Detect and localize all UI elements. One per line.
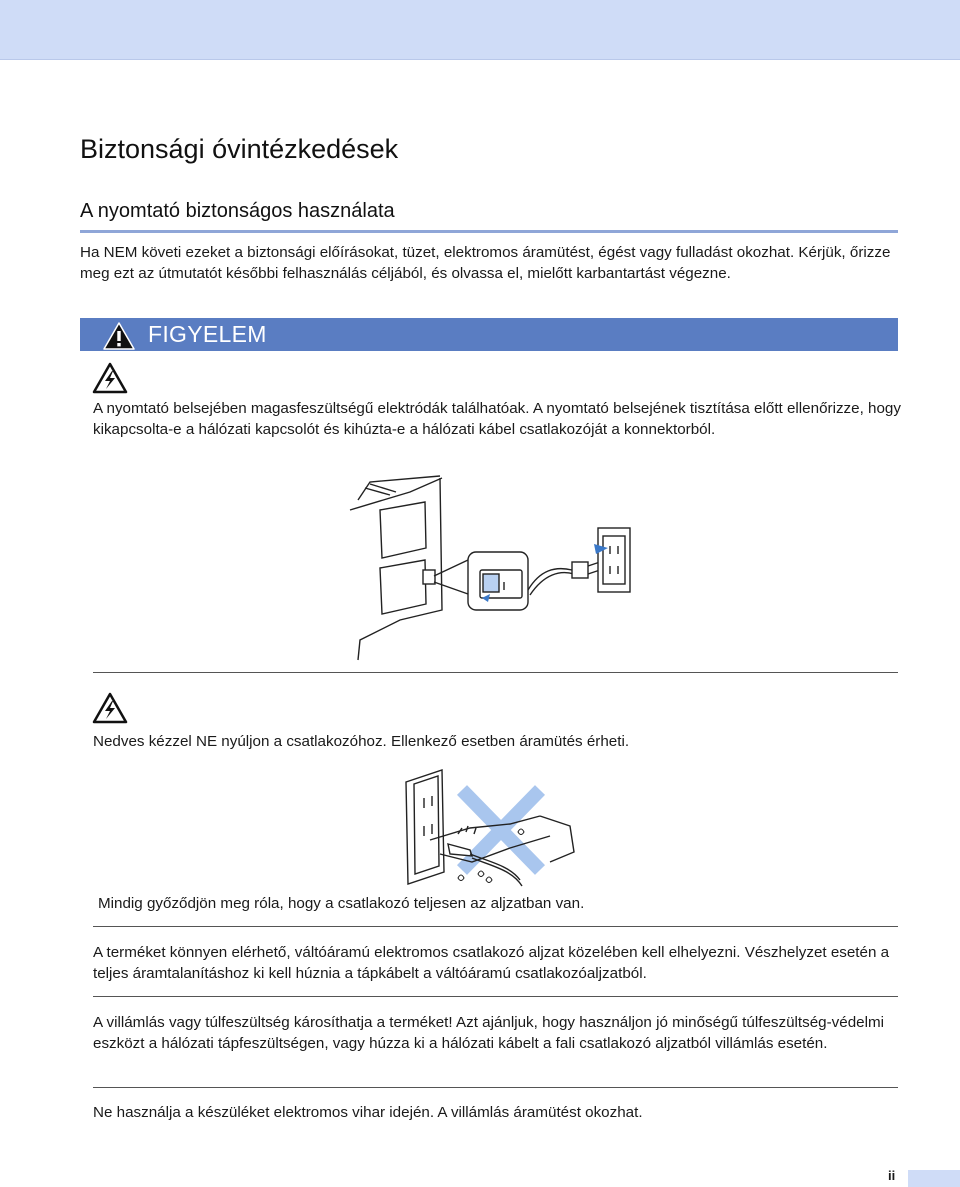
warning-text-6: Ne használja a készüléket elektromos vihar idején. A villámlás áramütést okozhat.: [93, 1104, 643, 1121]
section-rule: [80, 230, 898, 233]
electrical-hazard-icon: [92, 692, 128, 724]
warning-text-2: Nedves kézzel NE nyúljon a csatlakozóhoz. Ellenkező esetben áramütés érheti.: [93, 733, 630, 750]
warning-triangle-icon: [102, 321, 136, 351]
intro-text: Ha NEM követi ezeket a biztonsági előírásokat, tüzet, elektromos áramütést, égést vagy fulladást okozhat. Kérjük, őrizze meg ezt az útmutatót későbbi felhasználás céljából, és olvassa el, mielőtt karbantartást végezne.: [80, 244, 891, 282]
warning-text-4: A terméket könnyen elérhető, váltóáramú elektromos csatlakozó aljzat közelében kell elhelyezni. Vészhelyzet esetén a teljes áramtalanításhoz ki kell húznia a tápkábelt a váltóáramú csatlakozóaljzatból.: [93, 944, 890, 982]
top-band: [0, 0, 960, 60]
warning-text-5: A villámlás vagy túlfeszültség károsíthatja a terméket! Azt ajánljuk, hogy használjon jó minőségű túlfeszültség-védelmi eszközt a hálózati tápfeszültségen, vagy húzza ki a hálózati kábelt a fali csatlakozó aljzatból villámlás esetén.: [93, 1014, 884, 1052]
printer-power-switch-illustration: [340, 470, 640, 665]
wet-hand-outlet-illustration: [400, 762, 580, 892]
warning-label: FIGYELEM: [148, 321, 267, 347]
warning-text-3: Mindig győződjön meg róla, hogy a csatlakozó teljesen az aljzatban van.: [98, 895, 585, 912]
warning-banner: [80, 318, 898, 351]
divider-1: [93, 672, 898, 673]
section-title: A nyomtató biztonságos használata: [80, 200, 395, 222]
page-number: ii: [888, 1168, 896, 1183]
divider-2: [93, 926, 898, 927]
electrical-hazard-icon: [92, 362, 128, 394]
warning-text-1: A nyomtató belsejében magasfeszültségű elektródák találhatóak. A nyomtató belsejének tisztítása előtt ellenőrizze, hogy kikapcsolta-e a hálózati kapcsolót és kihúzta-e a hálózati kábel csatlakozóját a konnektorból.: [93, 400, 901, 438]
divider-4: [93, 1087, 898, 1088]
page-tab: [908, 1170, 960, 1187]
page-title: Biztonsági óvintézkedések: [80, 134, 399, 164]
divider-3: [93, 996, 898, 997]
